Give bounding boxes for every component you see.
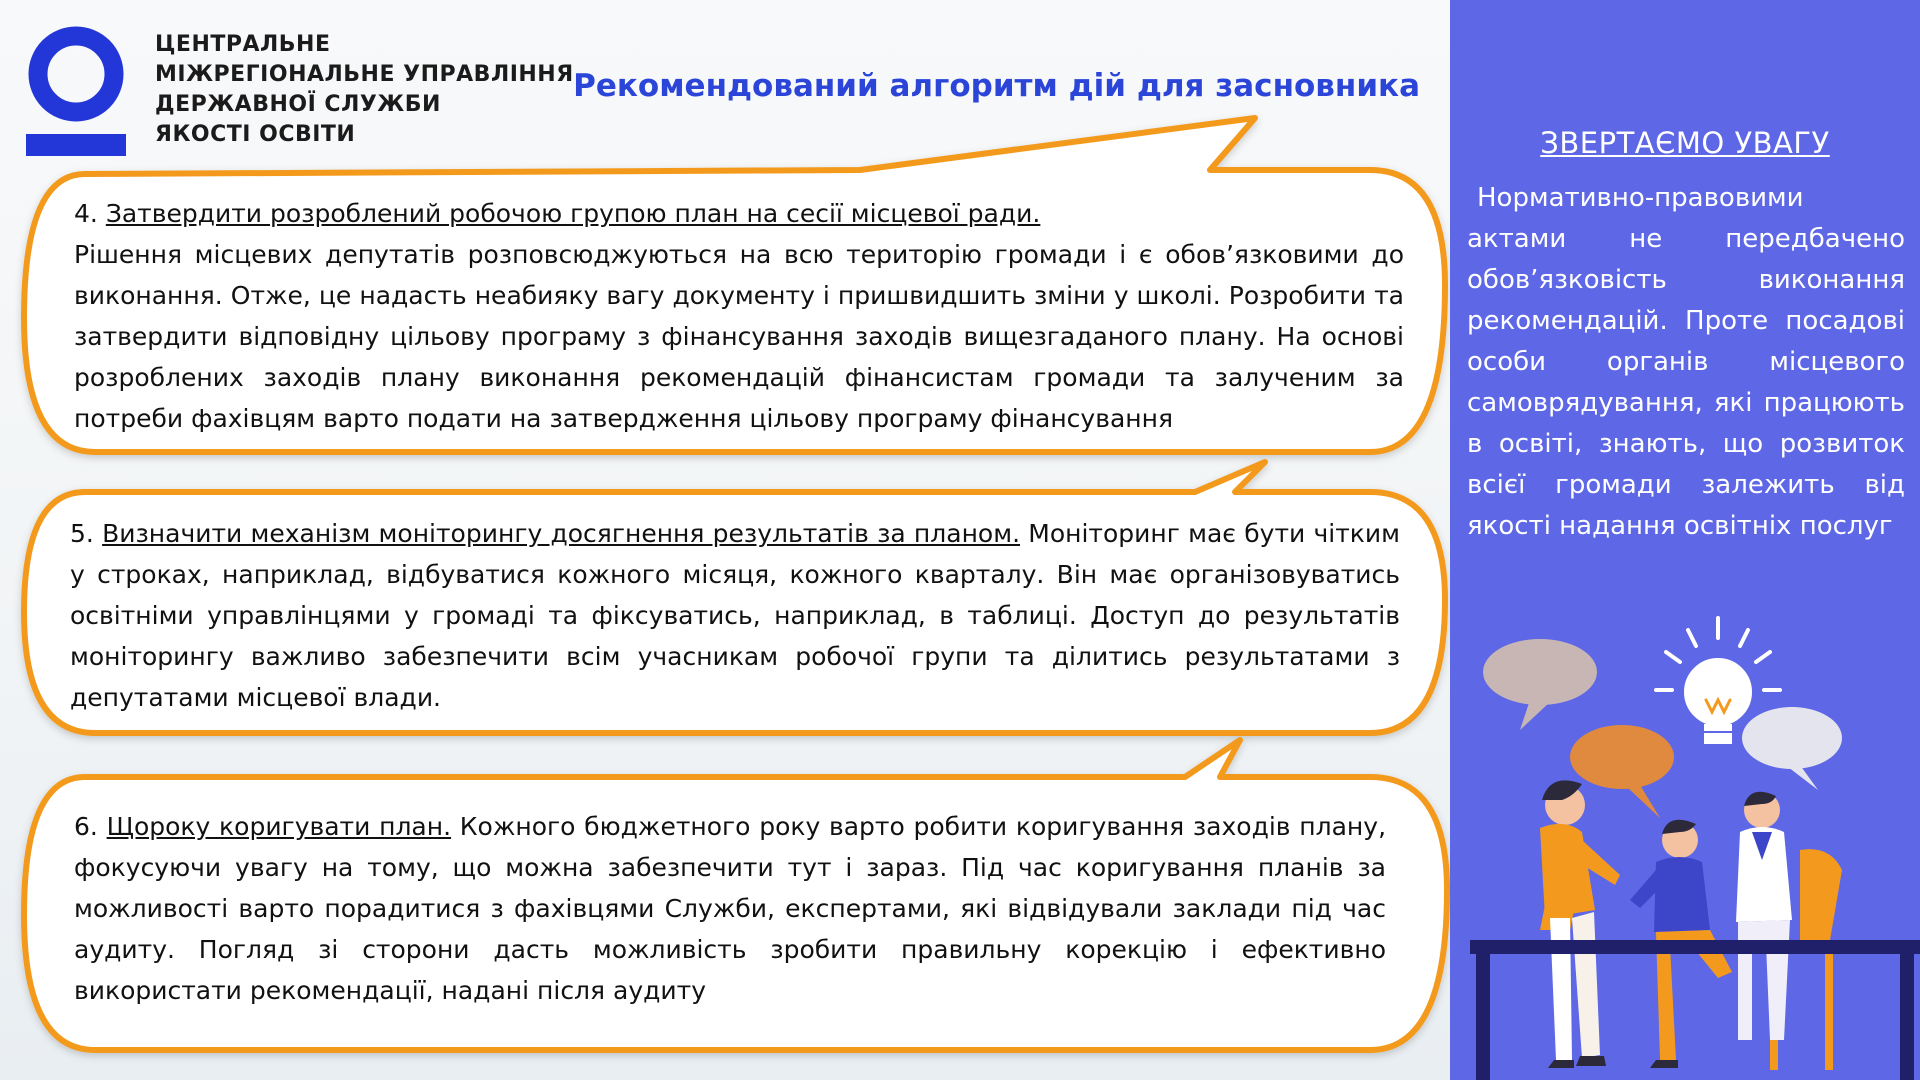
organization-line: МІЖРЕГІОНАЛЬНЕ УПРАВЛІННЯ [155, 62, 574, 87]
step-6-text [74, 806, 1386, 1011]
organization-line: ЯКОСТІ ОСВІТИ [155, 122, 356, 147]
person-left [1540, 780, 1620, 1068]
step-body: Рішення місцевих депутатів розповсюджуються на всю територію громади і є обов’язковими до виконання. Отже, це надасть неабияку вагу документу і пришвидшить зміни у школі. Розробити та затвердити відповідну цільову програму з фінансування заходів вищезгаданого плану. На основі розроблених заходів плану виконання рекомендацій фінансистам громади та залученим за потреби фахівцям варто подати на затвердження цільову програму фінансування [74, 240, 1404, 433]
step-heading: Визначити механізм моніторингу досягнення результатів за планом. [102, 519, 1021, 548]
step-number: 6. [74, 812, 98, 841]
step-number: 5. [70, 519, 94, 548]
sidebar-text: Нормативно-правовими актами не передбачено обов’язковість виконання рекомендацій. Проте посадові особи органів місцевого самоврядування, які працюють в освіті, знають, що розвиток всієї громади залежить від якості надання освітніх послуг [1467, 183, 1905, 541]
table [1470, 940, 1920, 1080]
step-number: 4. [74, 199, 98, 228]
step-4-text [74, 193, 1404, 439]
step-heading: Затвердити розроблений робочою групою план на сесії місцевої ради. [105, 199, 1041, 228]
step-body: Моніторинг має бути чітким у строках, наприклад, відбуватися кожного місяця, кожного кварталу. Він має організовуватись освітніми управлінцями у громаді та фіксуватись, наприклад, в таблиці. Доступ до результатів моніторингу важливо забезпечити всім учасникам робочої групи та ділитись результатами з депутатами місцевої влади. [70, 519, 1400, 712]
organization-line: ЦЕНТРАЛЬНЕ [155, 32, 331, 57]
step-body: Кожного бюджетного року варто робити коригування заходів плану, фокусуючи увагу на тому, що можна забезпечити тут і зараз. Під час коригування планів за можливості варто порадитися з фахівцями Служби, експертами, які відвідували заклади під час аудиту. Погляд зі сторони дасть можливість зробити правильну корекцію і ефективно використати рекомендації, надані після аудиту [74, 812, 1387, 1005]
page-title: Рекомендований алгоритм дій для засновника [573, 68, 1420, 104]
person-right [1736, 792, 1792, 1040]
team-discussion-illustration [1470, 600, 1920, 1080]
step-heading: Щороку коригувати план. [106, 812, 452, 841]
step-5-text [70, 513, 1400, 718]
chat-bubbles-icon [1483, 639, 1842, 818]
organization-line: ДЕРЖАВНОЇ СЛУЖБИ [155, 92, 441, 117]
sidebar-title: ЗВЕРТАЄМО УВАГУ [1540, 126, 1830, 160]
